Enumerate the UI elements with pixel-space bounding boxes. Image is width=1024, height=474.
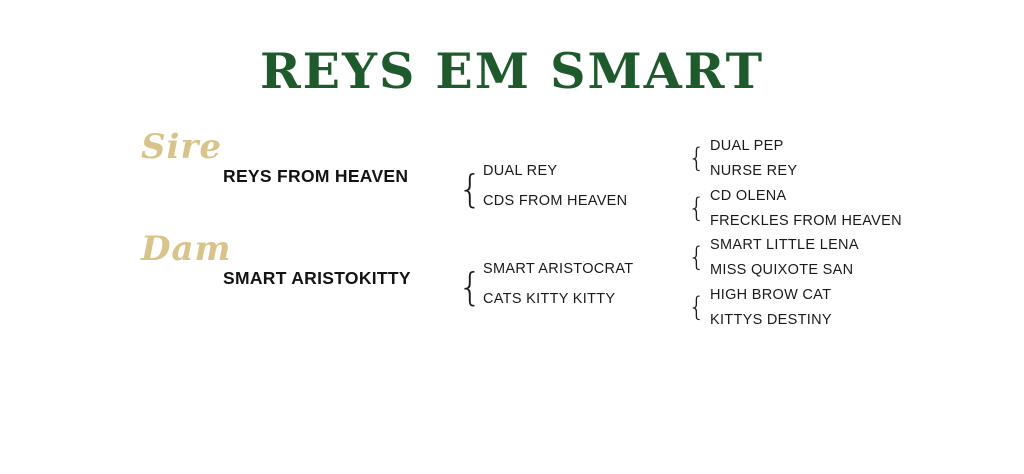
grandparent-2: NURSE REY xyxy=(710,163,798,179)
sire-name: REYS FROM HEAVEN xyxy=(223,166,409,186)
sire-parent-1: DUAL REY xyxy=(483,163,558,179)
grandparent-7: HIGH BROW CAT xyxy=(710,287,832,303)
dam-parents-group xyxy=(483,254,703,314)
grandparent-8: KITTYS DESTINY xyxy=(710,312,832,328)
grandparent-5: SMART LITTLE LENA xyxy=(710,237,859,253)
sire-parent-2-grandparents xyxy=(710,184,970,234)
sire-role-label: Sire xyxy=(141,127,223,167)
dam-parent-2-grandparents xyxy=(710,283,970,333)
grandparent-4: FRECKLES FROM HEAVEN xyxy=(710,213,902,229)
grandparent-6: MISS QUIXOTE SAN xyxy=(710,262,854,278)
sire-block xyxy=(135,127,435,187)
brace-sire-parent-1-to-grandparents: { xyxy=(688,143,706,174)
dam-parent-1-grandparents xyxy=(710,233,970,283)
grandparent-3: CD OLENA xyxy=(710,188,787,204)
brace-dam-to-parents: { xyxy=(458,265,483,309)
dam-parent-2: CATS KITTY KITTY xyxy=(483,291,616,307)
brace-sire-to-parents: { xyxy=(458,167,483,211)
sire-parents-group xyxy=(483,156,703,216)
brace-dam-parent-2-to-grandparents: { xyxy=(688,292,706,323)
dam-role-label: Dam xyxy=(141,229,232,269)
sire-parent-2: CDS FROM HEAVEN xyxy=(483,193,628,209)
grandparent-1: DUAL PEP xyxy=(710,138,784,154)
dam-name: SMART ARISTOKITTY xyxy=(223,268,411,288)
dam-block xyxy=(135,229,435,289)
brace-dam-parent-1-to-grandparents: { xyxy=(688,242,706,273)
page-title: REYS EM SMART xyxy=(259,42,765,100)
sire-parent-1-grandparents xyxy=(710,134,970,184)
dam-parent-1: SMART ARISTOCRAT xyxy=(483,261,634,277)
brace-sire-parent-2-to-grandparents: { xyxy=(688,193,706,224)
